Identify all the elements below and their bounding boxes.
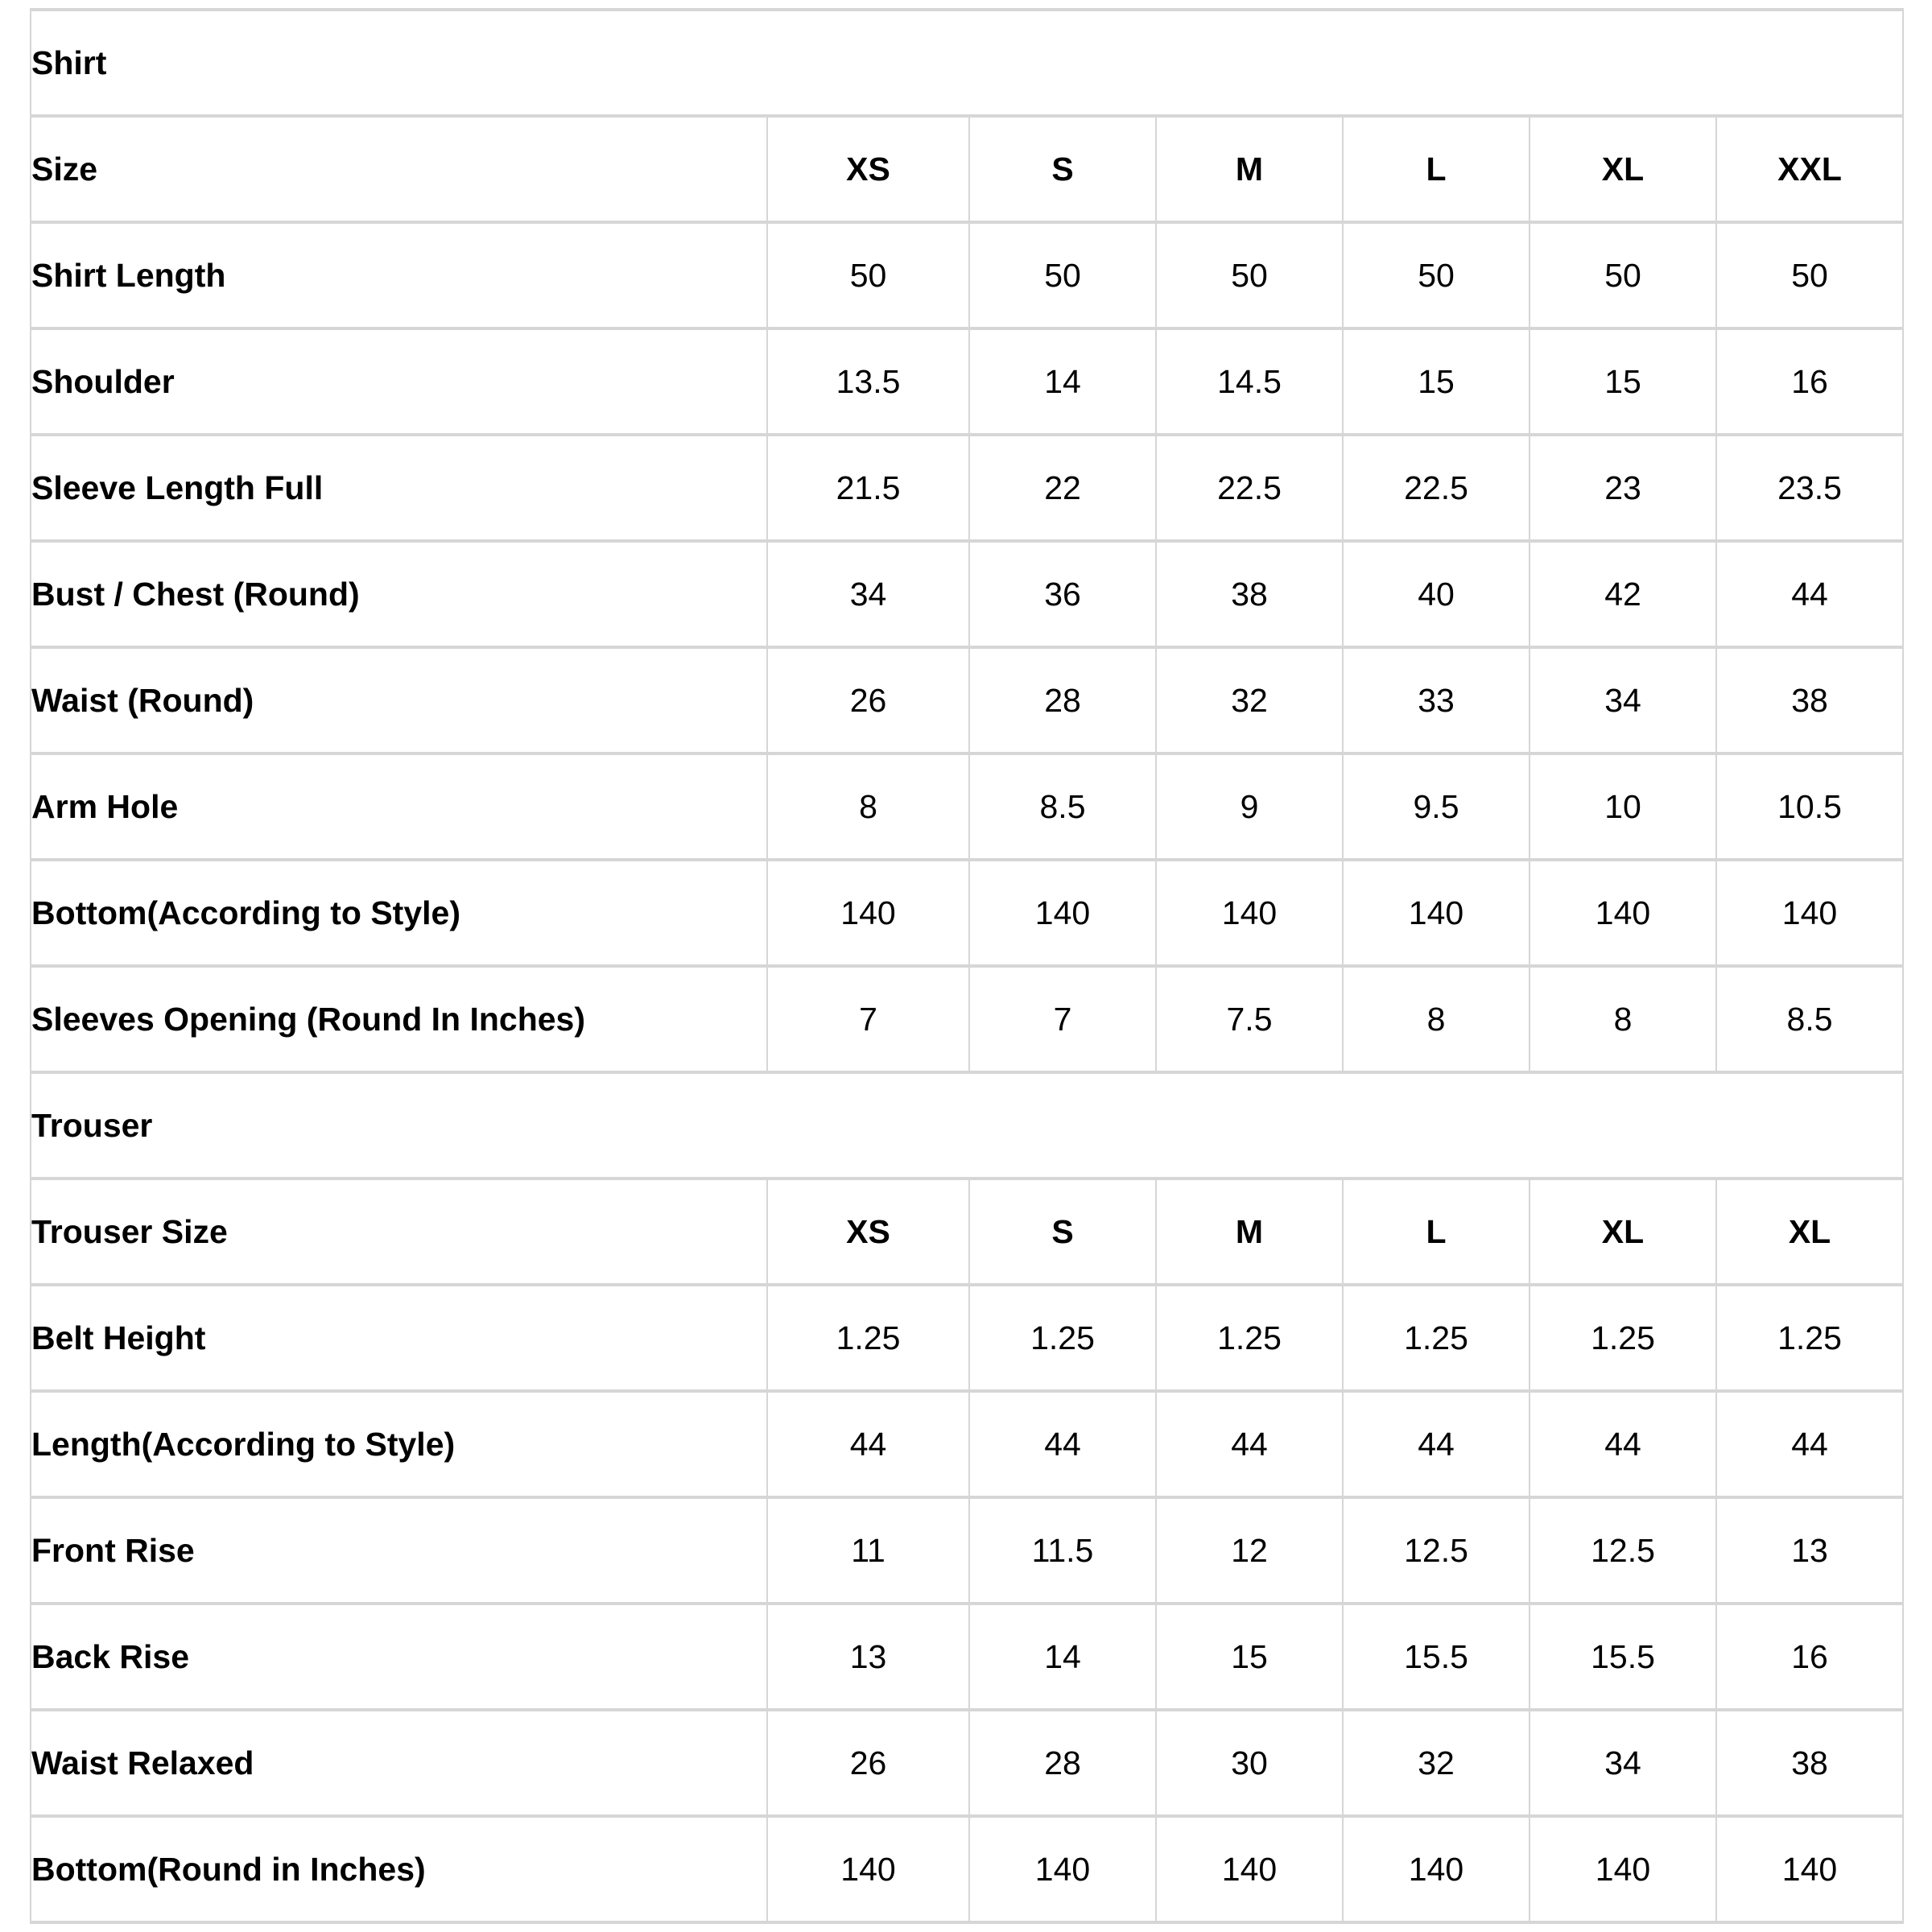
shirt-measurement-row — [31, 753, 1903, 860]
trouser-measurement-row — [31, 1604, 1903, 1710]
measurement-label: Shoulder — [31, 328, 767, 435]
measurement-value: 7.5 — [1156, 966, 1343, 1072]
shirt-measurement-row — [31, 328, 1903, 435]
measurement-value: 30 — [1156, 1710, 1343, 1816]
shirt-size-header: L — [1343, 116, 1530, 222]
measurement-label: Length(According to Style) — [31, 1391, 767, 1497]
shirt-measurement-row — [31, 647, 1903, 753]
trouser-section-title-row — [31, 1072, 1903, 1179]
measurement-value: 34 — [1530, 1710, 1716, 1816]
measurement-value: 40 — [1343, 541, 1530, 647]
measurement-value: 38 — [1716, 647, 1903, 753]
measurement-value: 44 — [969, 1391, 1156, 1497]
measurement-value: 23 — [1530, 435, 1716, 541]
measurement-value: 1.25 — [1343, 1285, 1530, 1391]
measurement-label: Waist (Round) — [31, 647, 767, 753]
measurement-label: Arm Hole — [31, 753, 767, 860]
measurement-value: 28 — [969, 1710, 1156, 1816]
measurement-value: 1.25 — [1530, 1285, 1716, 1391]
measurement-value: 16 — [1716, 1604, 1903, 1710]
measurement-value: 36 — [969, 541, 1156, 647]
measurement-value: 26 — [767, 647, 969, 753]
measurement-value: 44 — [1530, 1391, 1716, 1497]
measurement-value: 15 — [1530, 328, 1716, 435]
trouser-size-header: M — [1156, 1179, 1343, 1285]
shirt-section-title: Shirt — [31, 10, 1903, 116]
trouser-measurement-row — [31, 1391, 1903, 1497]
measurement-value: 8.5 — [1716, 966, 1903, 1072]
measurement-value: 11 — [767, 1497, 969, 1604]
trouser-measurement-row — [31, 1285, 1903, 1391]
measurement-value: 16 — [1716, 328, 1903, 435]
measurement-value: 50 — [1530, 222, 1716, 328]
measurement-value: 7 — [969, 966, 1156, 1072]
measurement-value: 38 — [1716, 1710, 1903, 1816]
measurement-label: Shirt Length — [31, 222, 767, 328]
shirt-measurement-row — [31, 222, 1903, 328]
measurement-value: 34 — [767, 541, 969, 647]
measurement-label: Sleeve Length Full — [31, 435, 767, 541]
measurement-value: 14 — [969, 328, 1156, 435]
shirt-measurement-row — [31, 860, 1903, 966]
measurement-value: 44 — [767, 1391, 969, 1497]
shirt-size-header-row — [31, 116, 1903, 222]
measurement-value: 8 — [767, 753, 969, 860]
measurement-value: 140 — [1716, 1816, 1903, 1922]
measurement-value: 1.25 — [767, 1285, 969, 1391]
measurement-value: 50 — [1343, 222, 1530, 328]
trouser-measurement-row — [31, 1497, 1903, 1604]
measurement-value: 140 — [767, 1816, 969, 1922]
size-chart-table — [30, 8, 1904, 1924]
trouser-size-header: S — [969, 1179, 1156, 1285]
shirt-section-title-row — [31, 10, 1903, 116]
measurement-value: 9.5 — [1343, 753, 1530, 860]
measurement-value: 44 — [1716, 1391, 1903, 1497]
measurement-value: 50 — [767, 222, 969, 328]
measurement-value: 22.5 — [1156, 435, 1343, 541]
measurement-label: Back Rise — [31, 1604, 767, 1710]
measurement-value: 22 — [969, 435, 1156, 541]
measurement-value: 42 — [1530, 541, 1716, 647]
measurement-value: 32 — [1156, 647, 1343, 753]
measurement-value: 15 — [1156, 1604, 1343, 1710]
measurement-value: 15 — [1343, 328, 1530, 435]
trouser-size-header-row — [31, 1179, 1903, 1285]
shirt-size-header: XS — [767, 116, 969, 222]
measurement-value: 21.5 — [767, 435, 969, 541]
measurement-value: 140 — [969, 860, 1156, 966]
measurement-value: 15.5 — [1343, 1604, 1530, 1710]
measurement-value: 44 — [1343, 1391, 1530, 1497]
measurement-value: 32 — [1343, 1710, 1530, 1816]
trouser-section-title: Trouser — [31, 1072, 1903, 1179]
measurement-value: 1.25 — [1716, 1285, 1903, 1391]
measurement-value: 140 — [1156, 1816, 1343, 1922]
measurement-value: 26 — [767, 1710, 969, 1816]
measurement-value: 8 — [1530, 966, 1716, 1072]
measurement-value: 22.5 — [1343, 435, 1530, 541]
measurement-value: 10.5 — [1716, 753, 1903, 860]
measurement-label: Bottom(According to Style) — [31, 860, 767, 966]
shirt-size-label: Size — [31, 116, 767, 222]
shirt-measurement-row — [31, 966, 1903, 1072]
measurement-value: 34 — [1530, 647, 1716, 753]
measurement-value: 8 — [1343, 966, 1530, 1072]
measurement-value: 15.5 — [1530, 1604, 1716, 1710]
measurement-label: Front Rise — [31, 1497, 767, 1604]
measurement-value: 44 — [1716, 541, 1903, 647]
measurement-value: 13 — [767, 1604, 969, 1710]
shirt-size-header: XXL — [1716, 116, 1903, 222]
measurement-value: 10 — [1530, 753, 1716, 860]
measurement-value: 28 — [969, 647, 1156, 753]
measurement-value: 50 — [1716, 222, 1903, 328]
measurement-value: 1.25 — [1156, 1285, 1343, 1391]
measurement-value: 140 — [1156, 860, 1343, 966]
measurement-value: 13.5 — [767, 328, 969, 435]
measurement-value: 1.25 — [969, 1285, 1156, 1391]
measurement-label: Belt Height — [31, 1285, 767, 1391]
measurement-label: Bust / Chest (Round) — [31, 541, 767, 647]
measurement-value: 140 — [767, 860, 969, 966]
measurement-value: 44 — [1156, 1391, 1343, 1497]
trouser-measurement-row — [31, 1816, 1903, 1922]
measurement-value: 12 — [1156, 1497, 1343, 1604]
shirt-size-header: S — [969, 116, 1156, 222]
measurement-value: 13 — [1716, 1497, 1903, 1604]
measurement-value: 14 — [969, 1604, 1156, 1710]
trouser-size-header: XL — [1716, 1179, 1903, 1285]
measurement-value: 140 — [1530, 860, 1716, 966]
shirt-size-header: M — [1156, 116, 1343, 222]
measurement-label: Sleeves Opening (Round In Inches) — [31, 966, 767, 1072]
trouser-size-header: XL — [1530, 1179, 1716, 1285]
measurement-value: 12.5 — [1530, 1497, 1716, 1604]
measurement-value: 33 — [1343, 647, 1530, 753]
measurement-value: 8.5 — [969, 753, 1156, 860]
trouser-size-header: XS — [767, 1179, 969, 1285]
measurement-value: 140 — [1530, 1816, 1716, 1922]
shirt-size-header: XL — [1530, 116, 1716, 222]
measurement-value: 140 — [1343, 860, 1530, 966]
measurement-value: 50 — [969, 222, 1156, 328]
measurement-value: 9 — [1156, 753, 1343, 860]
shirt-measurement-row — [31, 541, 1903, 647]
measurement-value: 23.5 — [1716, 435, 1903, 541]
measurement-value: 38 — [1156, 541, 1343, 647]
shirt-measurement-row — [31, 435, 1903, 541]
measurement-value: 11.5 — [969, 1497, 1156, 1604]
measurement-value: 140 — [1716, 860, 1903, 966]
measurement-label: Bottom(Round in Inches) — [31, 1816, 767, 1922]
measurement-value: 12.5 — [1343, 1497, 1530, 1604]
trouser-measurement-row — [31, 1710, 1903, 1816]
measurement-value: 7 — [767, 966, 969, 1072]
measurement-label: Waist Relaxed — [31, 1710, 767, 1816]
measurement-value: 50 — [1156, 222, 1343, 328]
trouser-size-header: L — [1343, 1179, 1530, 1285]
measurement-value: 140 — [1343, 1816, 1530, 1922]
trouser-size-label: Trouser Size — [31, 1179, 767, 1285]
measurement-value: 140 — [969, 1816, 1156, 1922]
measurement-value: 14.5 — [1156, 328, 1343, 435]
